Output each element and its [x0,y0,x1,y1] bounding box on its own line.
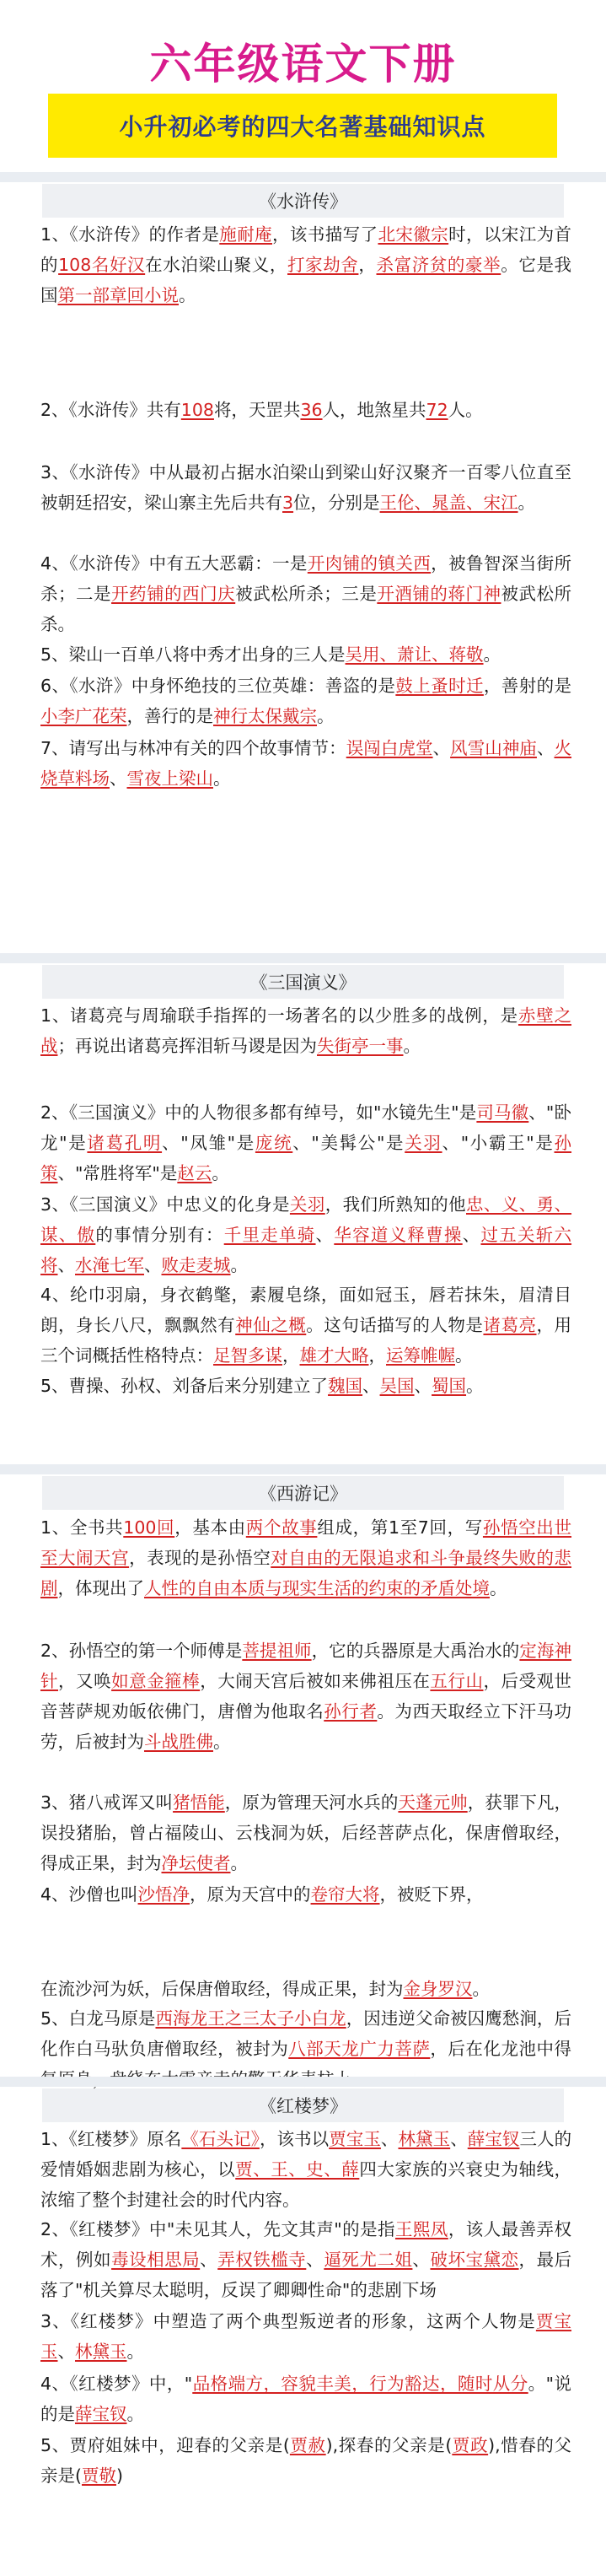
point-text: 人，地煞星共 [322,400,426,420]
highlighted-answer: 王伦、晁盖、宋江 [379,493,518,513]
point-text: 将，天罡共 [213,400,301,420]
knowledge-point [40,395,571,425]
point-text: ) [116,2466,123,2486]
highlighted-answer: 赵云 [177,1163,212,1183]
point-text: 。 [490,1578,507,1598]
knowledge-point [40,1000,571,1061]
point-text: 。 [317,706,335,726]
knowledge-point [40,548,571,639]
point-text: 1、诸葛亮与周瑜联手指挥的一场著名的以少胜多的战例，是 [40,1005,518,1026]
point-text: 2、孙悟空的第一个师傅是 [40,1641,243,1661]
point-text: 2、《水浒传》共有 [40,400,181,420]
point-text: ， [358,255,377,275]
point-text: 在水泊梁山聚义， [145,255,287,275]
point-text: 5、梁山一百单八将中秀才出身的三人是 [40,644,346,665]
point-text: 5、白龙马原是 [40,2008,156,2029]
highlighted-answer: 斗战胜佛 [144,1732,213,1752]
highlighted-answer: 第一部章回小说 [57,285,179,305]
highlighted-answer: 林黛玉 [398,2129,451,2149]
highlighted-answer: 司马徽 [476,1102,529,1123]
point-text: 、 [362,1376,380,1396]
point-text: 3、《三国演义》中忠义的化身是 [40,1194,290,1215]
highlighted-answer: 沙悟净 [137,1884,190,1905]
highlighted-answer: 卷帘大将 [310,1884,380,1905]
highlighted-answer: 诸葛亮 [483,1315,537,1335]
point-text: 2、《红楼梦》中"未见其人，先文其声"的是指 [40,2219,395,2239]
knowledge-point [40,671,571,731]
highlighted-answer: 108 [180,400,214,420]
highlighted-answer: 王熙凤 [394,2219,448,2239]
highlighted-answer: 贾宝玉 [40,2311,572,2362]
knowledge-point [40,2430,571,2491]
point-text: 6、《水浒》中身怀绝技的三位英雄：善盗的是 [40,676,396,696]
point-text: 4、《水浒传》中有五大恶霸：一是 [40,553,308,574]
knowledge-point [40,733,571,794]
highlighted-answer: 魏国 [328,1376,363,1396]
knowledge-point [40,1097,571,1188]
point-text: ，大闹天宫后被如来佛祖压在 [200,1671,431,1691]
point-text: 四大家族的兴衰史为轴线，浓缩了整个封建社会的时代内容。 [40,2159,572,2210]
highlighted-answer: 3 [282,493,294,513]
highlighted-answer: 弄权铁槛寺 [217,2250,307,2270]
knowledge-point [40,2306,571,2367]
point-text: 被武松所杀。 [40,584,572,634]
highlighted-answer: 薛宝钗 [75,2404,127,2424]
point-text: 、 [380,2129,399,2149]
point-text: 1、全书共 [40,1517,124,1538]
highlighted-answer: 关羽 [405,1133,442,1153]
point-text: ，善行的是 [126,706,213,726]
point-text: 、 [110,768,127,789]
point-text: 、 [414,1376,432,1396]
point-text: 、"常胜将军"是 [57,1163,178,1183]
highlighted-answer: 败走麦城 [161,1255,231,1275]
point-text: 、"卧龙"是 [40,1102,572,1153]
point-text: 。 [212,1163,229,1183]
highlighted-answer: 八部天龙广力菩萨 [288,2039,431,2059]
point-text: 2、《三国演义》中的人物很多都有绰号，如"水镜先生"是 [40,1102,477,1123]
point-text: ， [282,1345,300,1366]
point-text: 、 [144,1255,162,1275]
highlighted-answer: 运筹帷幄 [386,1345,455,1366]
point-text: ， [368,1345,386,1366]
knowledge-point [40,1371,571,1401]
point-text: 。 [179,285,196,305]
highlighted-answer: 贾政 [452,2435,489,2455]
highlighted-answer: 孙行者 [324,1701,378,1722]
point-text: 。 [126,2342,144,2362]
highlighted-answer: 神仙之概 [235,1315,307,1335]
point-text: 。 [213,768,231,789]
point-text: ，善射的是 [483,676,572,696]
point-text: 4、沙僧也叫 [40,1884,138,1905]
highlighted-answer: 小李广花荣 [40,706,127,726]
point-text: 。 [213,1732,231,1752]
highlighted-answer: 打家劫舍 [287,255,359,275]
knowledge-point [40,2124,571,2215]
point-text: 、 [306,2250,324,2270]
highlighted-answer: 100回 [123,1517,175,1538]
point-text: ，后在化龙池中得 [430,2039,572,2059]
highlighted-answer: 薛宝钗 [467,2129,520,2149]
highlighted-answer: 失街亭一事 [317,1036,404,1056]
knowledge-point [40,1512,571,1603]
point-text: 、 [315,1225,335,1245]
highlighted-answer: 毒设相思局 [111,2250,201,2270]
point-text: 。这句话描写的人物是 [306,1315,484,1335]
point-text: 的事情分别有： [95,1225,224,1245]
point-text: 人。 [448,400,483,420]
section-heading-sanguo: 《三国演义》 [42,965,564,999]
point-text: 。 [518,493,536,513]
point-text: 、 [536,738,555,758]
point-text: 5、贾府姐妹中，迎春的父亲是( [40,2435,290,2455]
highlighted-answer: 庞统 [255,1133,293,1153]
highlighted-answer: 水淹七军 [75,1255,144,1275]
highlighted-answer: 千里走单骑 [223,1225,316,1245]
highlighted-answer: 贾、王、史、薛 [235,2159,360,2180]
knowledge-point [40,1787,571,1878]
point-text: ，体现出了 [57,1578,144,1598]
highlighted-answer: 逼死尤二姐 [324,2250,413,2270]
highlighted-answer: 华容道义释曹操 [334,1225,463,1245]
highlighted-answer: 菩提祖师 [242,1641,312,1661]
highlighted-answer: 误闯白虎堂 [346,738,433,758]
knowledge-point [40,457,571,518]
highlighted-answer: 品格端方，容貌丰美，行为豁达，随时从分 [192,2374,528,2394]
highlighted-answer: 西海龙王之三太子小白龙 [155,2008,346,2029]
point-text: 1、《红楼梦》原名 [40,2129,182,2149]
knowledge-point [40,219,571,310]
highlighted-answer: 净坛使者 [161,1853,231,1873]
point-text: 。为西天取经立下汗马功劳，后被封为 [40,1701,572,1752]
point-text: 。它是我国 [40,255,572,305]
highlighted-answer: 对自由的无限追求和斗争最终失败的悲剧 [40,1548,572,1598]
highlighted-answer: 人性的自由本质与现实生活的约束的矛盾处境 [144,1578,490,1598]
highlighted-answer: 吴国 [379,1376,415,1396]
point-text: ，我们所熟知的他 [324,1194,466,1215]
point-text: 。 [483,644,501,665]
knowledge-point [40,1879,571,1910]
highlighted-answer: 鼓上蚤时迁 [395,676,484,696]
point-text: 。 [455,1345,473,1366]
point-text: 组成，第1至7回，写 [317,1517,483,1538]
highlighted-answer: 两个故事 [245,1517,318,1538]
point-text: 4、纶巾羽扇，身衣鹤氅，素履皂绦，面如冠玉，唇若抹朱，眉清目朗，身长八尺，飘飘然有 [40,1285,571,1335]
point-text: ，用三个词概括性格特点： [40,1315,572,1366]
highlighted-answer: 神行太保戴宗 [213,706,317,726]
point-text: ；再说出诸葛亮挥泪斩马谡是因为 [57,1036,317,1056]
highlighted-answer: 雄才大略 [299,1345,369,1366]
point-text: 7、请写出与林冲有关的四个故事情节： [40,738,346,758]
point-text: ，获罪下凡，误投猪胎，曾占福陵山、云栈洞为妖，后经菩萨点化，保唐僧取经，得成正果，封为 [40,1792,572,1873]
highlighted-answer: 孙悟空出世至大闹天宫 [40,1517,572,1568]
point-text: 。 [472,1979,490,1999]
highlighted-answer: 贾宝玉 [329,2129,381,2149]
point-text: 4、《红楼梦》中，" [40,2374,193,2394]
knowledge-point [40,639,571,670]
knowledge-point [40,1280,571,1371]
point-text: 三人的爱情婚姻悲剧为核心，以 [40,2129,572,2180]
point-text: 3、猪八戒诨又叫 [40,1792,174,1813]
point-text: ，该书以 [259,2129,330,2149]
page-subtitle: 小升初必考的四大名著基础知识点 [119,113,486,141]
point-text: 、 [57,1255,75,1275]
point-text: 。 [126,2404,144,2424]
point-text: 、"美髯公"是 [292,1133,405,1153]
highlighted-answer: 36 [300,400,323,420]
point-text: ，该书描写了 [272,224,378,245]
knowledge-point [40,1636,571,1757]
subtitle-banner [48,94,557,158]
highlighted-answer: 北宋徽宗 [378,224,449,245]
highlighted-answer: 《石头记》 [181,2129,260,2149]
section-divider [0,1464,606,1474]
point-text: ，最后落了"机关算尽太聪明，反误了卿卿性命"的悲剧下场 [40,2250,572,2300]
section-heading-shuihu: 《水浒传》 [42,184,564,218]
highlighted-answer: 施耐庵 [219,224,273,245]
highlighted-answer: 赤壁之战 [40,1005,572,1056]
highlighted-answer: 蜀国 [432,1376,467,1396]
section-divider [0,172,606,182]
point-text: 、 [450,2129,468,2149]
highlighted-answer: 72 [426,400,448,420]
highlighted-answer: 五行山 [430,1671,484,1691]
point-text: 、 [432,738,451,758]
point-text: ，因违逆父命被囚鹰愁涧，后化作白马驮负唐僧取经，被封为 [40,2008,571,2059]
point-text: ，原为管理天河水兵的 [224,1792,399,1813]
highlighted-answer: 金身罗汉 [403,1979,473,1999]
section-divider [0,2077,606,2087]
section-heading-xiyou: 《西游记》 [42,1476,564,1510]
highlighted-answer: 足智多谋 [213,1345,282,1366]
point-text: 3、《红楼梦》中塑造了两个典型叛逆者的形象，这两个人物是 [40,2311,536,2331]
knowledge-point [40,1189,571,1280]
point-text: 。 [230,1255,248,1275]
highlighted-answer: 雪夜上梁山 [126,768,213,789]
point-text: ，表现的是孙悟空 [129,1548,271,1568]
point-text: 3、《水浒传》中从最初占据水泊梁山到梁山好汉聚齐一百零八位直至被朝廷招安，梁山寨主先后共有 [40,462,571,513]
highlighted-answer: 贾敬 [82,2466,116,2486]
point-text: 、 [462,1225,481,1245]
highlighted-answer: 开肉铺的镇关西 [307,553,432,574]
point-text: 1、《水浒传》的作者是 [40,224,220,245]
highlighted-answer: 开药铺的西门庆 [111,584,236,604]
point-text: 位，分别是 [293,493,380,513]
section-heading-hongloumeng: 《红楼梦》 [42,2088,564,2122]
highlighted-answer: 火烧草料场 [40,738,572,789]
point-text: ，后受观世音菩萨规劝皈依佛门，唐僧为他取名 [40,1671,572,1722]
page-title: 六年级语文下册 [149,40,457,89]
point-text: ，被鲁智深当街所杀；二是 [40,553,572,604]
point-text: 、"小霸王"是 [442,1133,555,1153]
point-text: 时，以宋江为首的 [40,224,572,275]
knowledge-point [40,2369,571,2429]
knowledge-point [40,1974,571,2004]
point-text: 在流沙河为妖，后保唐僧取经，得成正果，封为 [40,1979,404,1999]
highlighted-answer: 108名好汉 [58,255,146,275]
highlighted-answer: 林黛玉 [75,2342,127,2362]
highlighted-answer: 如意金箍棒 [111,1671,201,1691]
point-text: ，被贬下界， [379,1884,484,1905]
point-text: ),惜春的父亲是( [40,2435,572,2486]
highlighted-answer: 破坏宝黛恋 [430,2250,519,2270]
point-text: 、 [200,2250,218,2270]
highlighted-answer: 诸葛孔明 [87,1133,163,1153]
highlighted-answer: 过五关斩六将 [40,1225,572,1275]
point-text: 。"说的是 [40,2374,571,2424]
highlighted-answer: 关羽 [289,1194,325,1215]
point-text: ，基本由 [174,1517,246,1538]
point-text: 、 [412,2250,431,2270]
knowledge-point [40,2214,571,2305]
point-text: 。 [230,1853,248,1873]
point-text: 被武松所杀；三是 [235,584,378,604]
point-text: 。 [466,1376,484,1396]
point-text: 、 [57,2342,75,2362]
highlighted-answer: 忠、义、勇、谋、傲 [40,1194,572,1245]
highlighted-answer: 吴用、萧让、蒋敬 [345,644,484,665]
point-text: ，该人最善弄权术，例如 [40,2219,572,2270]
highlighted-answer: 天蓬元帅 [398,1792,468,1813]
highlighted-answer: 孙策 [40,1133,572,1183]
point-text: ),探春的父亲是( [325,2435,453,2455]
point-text: ，又唤 [58,1671,112,1691]
highlighted-answer: 开酒铺的蒋门神 [377,584,501,604]
highlighted-answer: 贾赦 [289,2435,326,2455]
point-text: 。 [403,1036,421,1056]
point-text: ，它的兵器原是大禹治水的 [311,1641,520,1661]
highlighted-answer: 杀富济贫的豪举 [376,255,501,275]
section-divider [0,953,606,963]
highlighted-answer: 定海神针 [40,1641,572,1691]
point-text: 、"凤雏"是 [162,1133,255,1153]
highlighted-answer: 猪悟能 [173,1792,225,1813]
point-text: 5、曹操、孙权、刘备后来分别建立了 [40,1376,329,1396]
highlighted-answer: 风雪山神庙 [450,738,537,758]
point-text: ，原为天宫中的 [190,1884,311,1905]
